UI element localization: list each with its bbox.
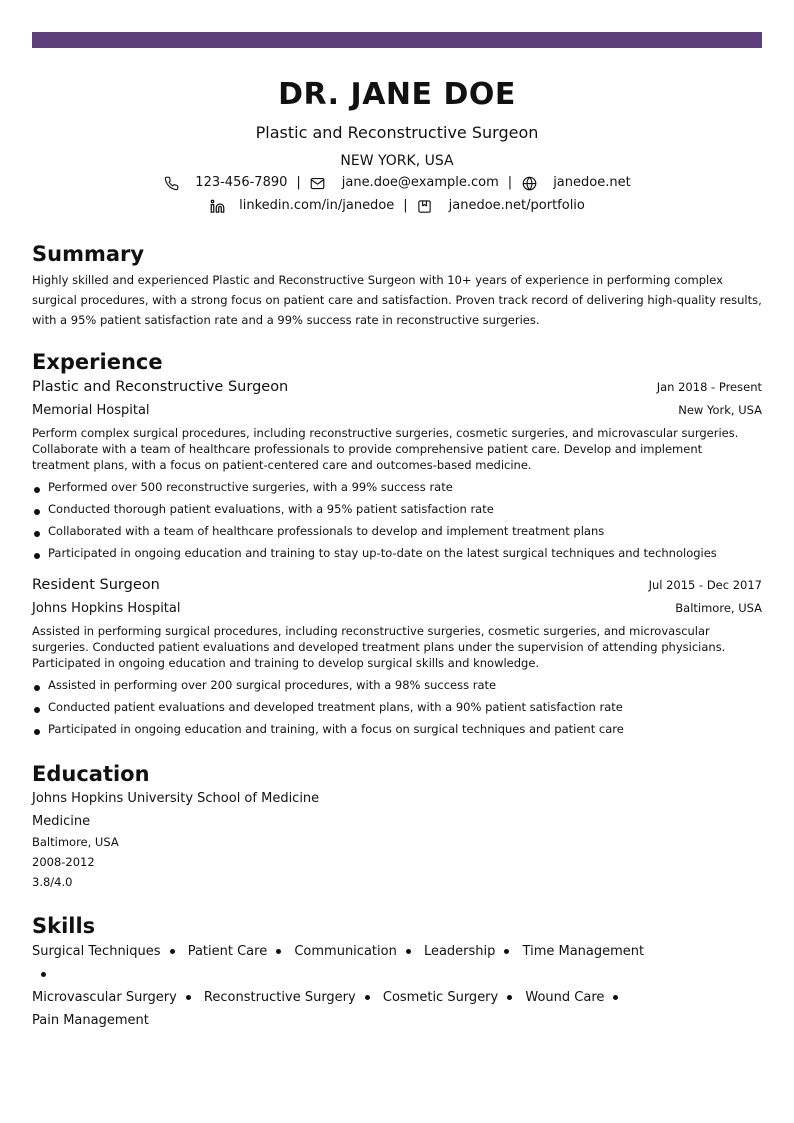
skill-separator-dot [170, 949, 175, 954]
portfolio-icon [417, 198, 433, 214]
skill-item: Patient Care [187, 944, 268, 959]
skill-separator-dot [504, 949, 509, 954]
skill-item: Time Management [522, 944, 645, 959]
skill-item: Wound Care [525, 990, 605, 1005]
globe-icon [521, 175, 537, 191]
linkedin-icon [209, 198, 225, 214]
job-organization: Johns Hopkins Hospital [32, 601, 181, 616]
contact-row-secondary [32, 196, 762, 216]
education-heading: Education [32, 762, 150, 786]
skill-item: Reconstructive Surgery [203, 990, 356, 1005]
accent-bar [32, 32, 762, 48]
email-link[interactable]: jane.doe@example.com [341, 175, 499, 190]
job-description: Assisted in performing surgical procedures, including reconstructive surgeries, cosmetic surgeries, and microvascular surgeries. Conducted patient evaluations and developed treatment plans under the supervision of attending physicians. Participated in ongoing education and training to develop surgical skills and knowledge. [32, 624, 726, 670]
job-location: New York, USA [678, 403, 762, 417]
contact-row-primary [32, 173, 762, 193]
skill-separator-dot [276, 949, 281, 954]
list-item: Assisted in performing over 200 surgical procedures, with a 98% success rate [32, 674, 762, 696]
job-description: Perform complex surgical procedures, including reconstructive surgeries, cosmetic surgeries, and microvascular surgeries. Collaborate with a team of healthcare professionals to provide comprehensive patient care. Develop and implement treatment plans, with a focus on patient-centered care and outcomes-based medicine. [32, 426, 739, 472]
list-item: Performed over 500 reconstructive surgeries, with a 99% success rate [32, 476, 762, 498]
summary-text: Highly skilled and experienced Plastic and Reconstructive Surgeon with 10+ years of experience in performing complex surgical procedures, with a strong focus on patient care and satisfaction. Proven track record of delivering high-quality results, with a 95% patient satisfaction rate and a 99% success rate in reconstructive surgeries. [32, 273, 762, 327]
skill-separator-dot [613, 995, 618, 1000]
job-title: Resident Surgeon [32, 577, 160, 593]
phone-number: 123-456-7890 [195, 175, 288, 190]
skill-separator-dot [365, 995, 370, 1000]
resume-page [32, 32, 762, 1032]
phone-icon [163, 175, 179, 191]
job-entry-1 [32, 376, 762, 564]
job-organization: Memorial Hospital [32, 403, 150, 418]
mail-icon [310, 175, 326, 191]
skill-item: Cosmetic Surgery [382, 990, 499, 1005]
summary-heading: Summary [32, 242, 145, 266]
list-item: Collaborated with a team of healthcare professionals to develop and implement treatment plans [32, 520, 762, 542]
candidate-name: DR. JANE DOE [278, 77, 516, 112]
candidate-title: Plastic and Reconstructive Surgeon [255, 123, 539, 142]
candidate-location: NEW YORK, USA [340, 153, 454, 169]
education-field: Medicine [32, 814, 91, 829]
education-gpa: 3.8/4.0 [32, 875, 73, 889]
separator: | [507, 175, 513, 190]
skill-item: Communication [294, 944, 397, 959]
list-item: Conducted patient evaluations and developed treatment plans, with a 90% patient satisfaction rate [32, 696, 762, 718]
skills-list [32, 940, 652, 1032]
portfolio-link[interactable]: janedoe.net/portfolio [448, 198, 585, 213]
job-dates: Jan 2018 - Present [656, 380, 762, 394]
job-title: Plastic and Reconstructive Surgeon [32, 379, 289, 395]
list-item: Participated in ongoing education and training to stay up-to-date on the latest surgical techniques and technologies [32, 542, 762, 564]
website-link[interactable]: janedoe.net [553, 175, 631, 190]
job-location: Baltimore, USA [675, 601, 762, 615]
linkedin-link[interactable]: linkedin.com/in/janedoe [239, 198, 395, 213]
skill-separator-dot [507, 995, 512, 1000]
skill-separator-dot [406, 949, 411, 954]
education-years: 2008-2012 [32, 855, 95, 869]
skill-item: Pain Management [32, 1013, 149, 1028]
education-school: Johns Hopkins University School of Medicine [32, 791, 320, 806]
resume-header [32, 78, 762, 216]
job-dates: Jul 2015 - Dec 2017 [648, 578, 762, 592]
experience-heading: Experience [32, 350, 163, 374]
education-location: Baltimore, USA [32, 835, 119, 849]
job-achievements [32, 476, 762, 564]
skills-heading: Skills [32, 914, 96, 938]
list-item: Participated in ongoing education and training, with a focus on surgical techniques and patient care [32, 718, 762, 740]
skill-separator-dot [186, 995, 191, 1000]
separator: | [296, 175, 301, 190]
skill-item: Microvascular Surgery [32, 990, 177, 1005]
list-item: Conducted thorough patient evaluations, with a 95% patient satisfaction rate [32, 498, 762, 520]
skill-item: Surgical Techniques [32, 944, 161, 959]
job-achievements [32, 674, 762, 740]
skill-item: Leadership [423, 944, 496, 959]
skill-separator-dot [41, 972, 46, 977]
separator: | [403, 198, 408, 213]
job-entry-2 [32, 574, 762, 740]
